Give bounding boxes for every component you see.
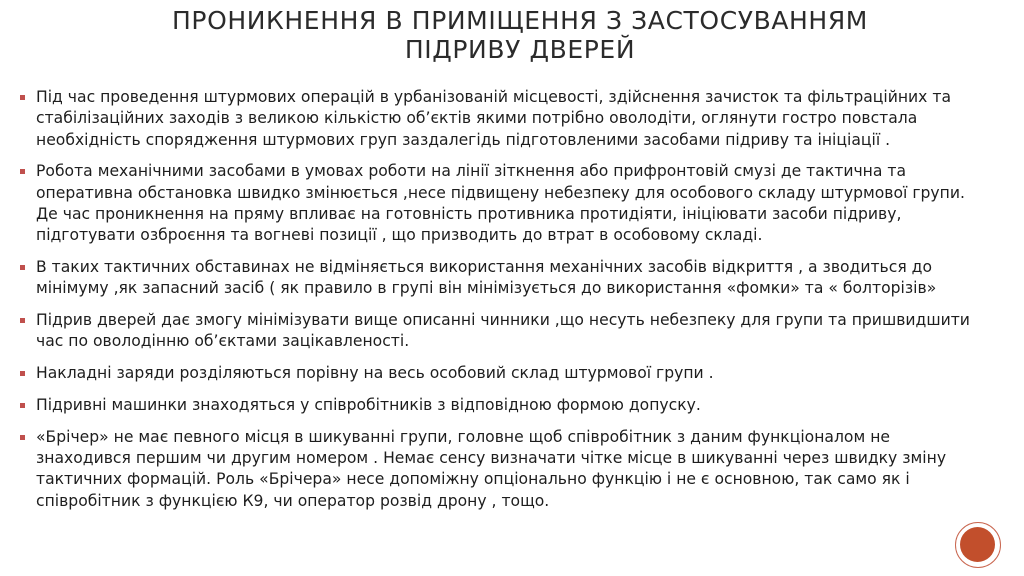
badge-fill (960, 527, 995, 562)
bullet-text: В таких тактичних обставинах не відміняється використання механічних засобів відкриття , а зводиться до мінімуму ,як запасний засіб ( як правило в групі він мінімізується до використання «фомки» та « болторізів» (36, 258, 937, 298)
square-bullet-icon (20, 95, 25, 100)
bullet-text: Під час проведення штурмових операцій в урбанізованій місцевості, здійснення зачисток та фільтраційних та стабілізаційних заходів з великою кількістю об’єктів якими потрібно оволодіти, оглянути гостро повстала необхідність спорядження штурмових груп заздалегідь підготовленими засобами підриву та ініціації . (36, 88, 952, 149)
square-bullet-icon (20, 435, 25, 440)
bullet-text: Робота механічними засобами в умовах роботи на лінії зіткнення або прифронтовій смузі де тактична та оперативна обстановка швидко змінюється ,несе підвищену небезпеку для особового складу штурмової групи. Де час проникнення на пряму впливає на готовність противника протидіяти, ініціювати засоби підриву, підготувати озброєння та вогневі позиції , що призводить до втрат в особовому складі. (36, 162, 965, 245)
bullet-text: Накладні заряди розділяються порівну на весь особовий склад штурмової групи . (36, 364, 714, 383)
slide-title (120, 6, 920, 64)
square-bullet-icon (20, 318, 25, 323)
square-bullet-icon (20, 169, 25, 174)
bullet-item (20, 310, 980, 353)
bullet-list (20, 87, 980, 523)
bullet-item (20, 87, 980, 151)
bullet-item (20, 161, 980, 246)
bullet-item (20, 257, 980, 300)
bullet-item (20, 395, 980, 416)
bullet-text: «Брічер» не має певного місця в шикуванні групи, головне щоб співробітник з даним функціоналом не знаходився першим чи другим номером . Немає сенсу визначати чітке місце в шикуванні через швидку зміну тактичних формацій. Роль «Брічера» несе допоміжну опціонально функцію і не є основною, так само як і співробітник з функцією К9, чи оператор розвід дрону , тощо. (36, 427, 947, 510)
bullet-item (20, 363, 980, 384)
square-bullet-icon (20, 265, 25, 270)
square-bullet-icon (20, 371, 25, 376)
slide-title-line-1: ПРОНИКНЕННЯ В ПРИМІЩЕННЯ З ЗАСТОСУВАННЯМ (172, 6, 868, 35)
circle-badge-icon (955, 522, 1001, 568)
square-bullet-icon (20, 403, 25, 408)
slide-title-line-2: ПІДРИВУ ДВЕРЕЙ (404, 35, 636, 64)
bullet-text: Підривні машинки знаходяться у співробітників з відповідною формою допуску. (36, 396, 701, 415)
bullet-text: Підрив дверей дає змогу мінімізувати вище описанні чинники ,що несуть небезпеку для групи та пришвидшити час по оволодінню об’єктами зацікавленості. (36, 311, 970, 351)
bullet-item (20, 427, 980, 512)
